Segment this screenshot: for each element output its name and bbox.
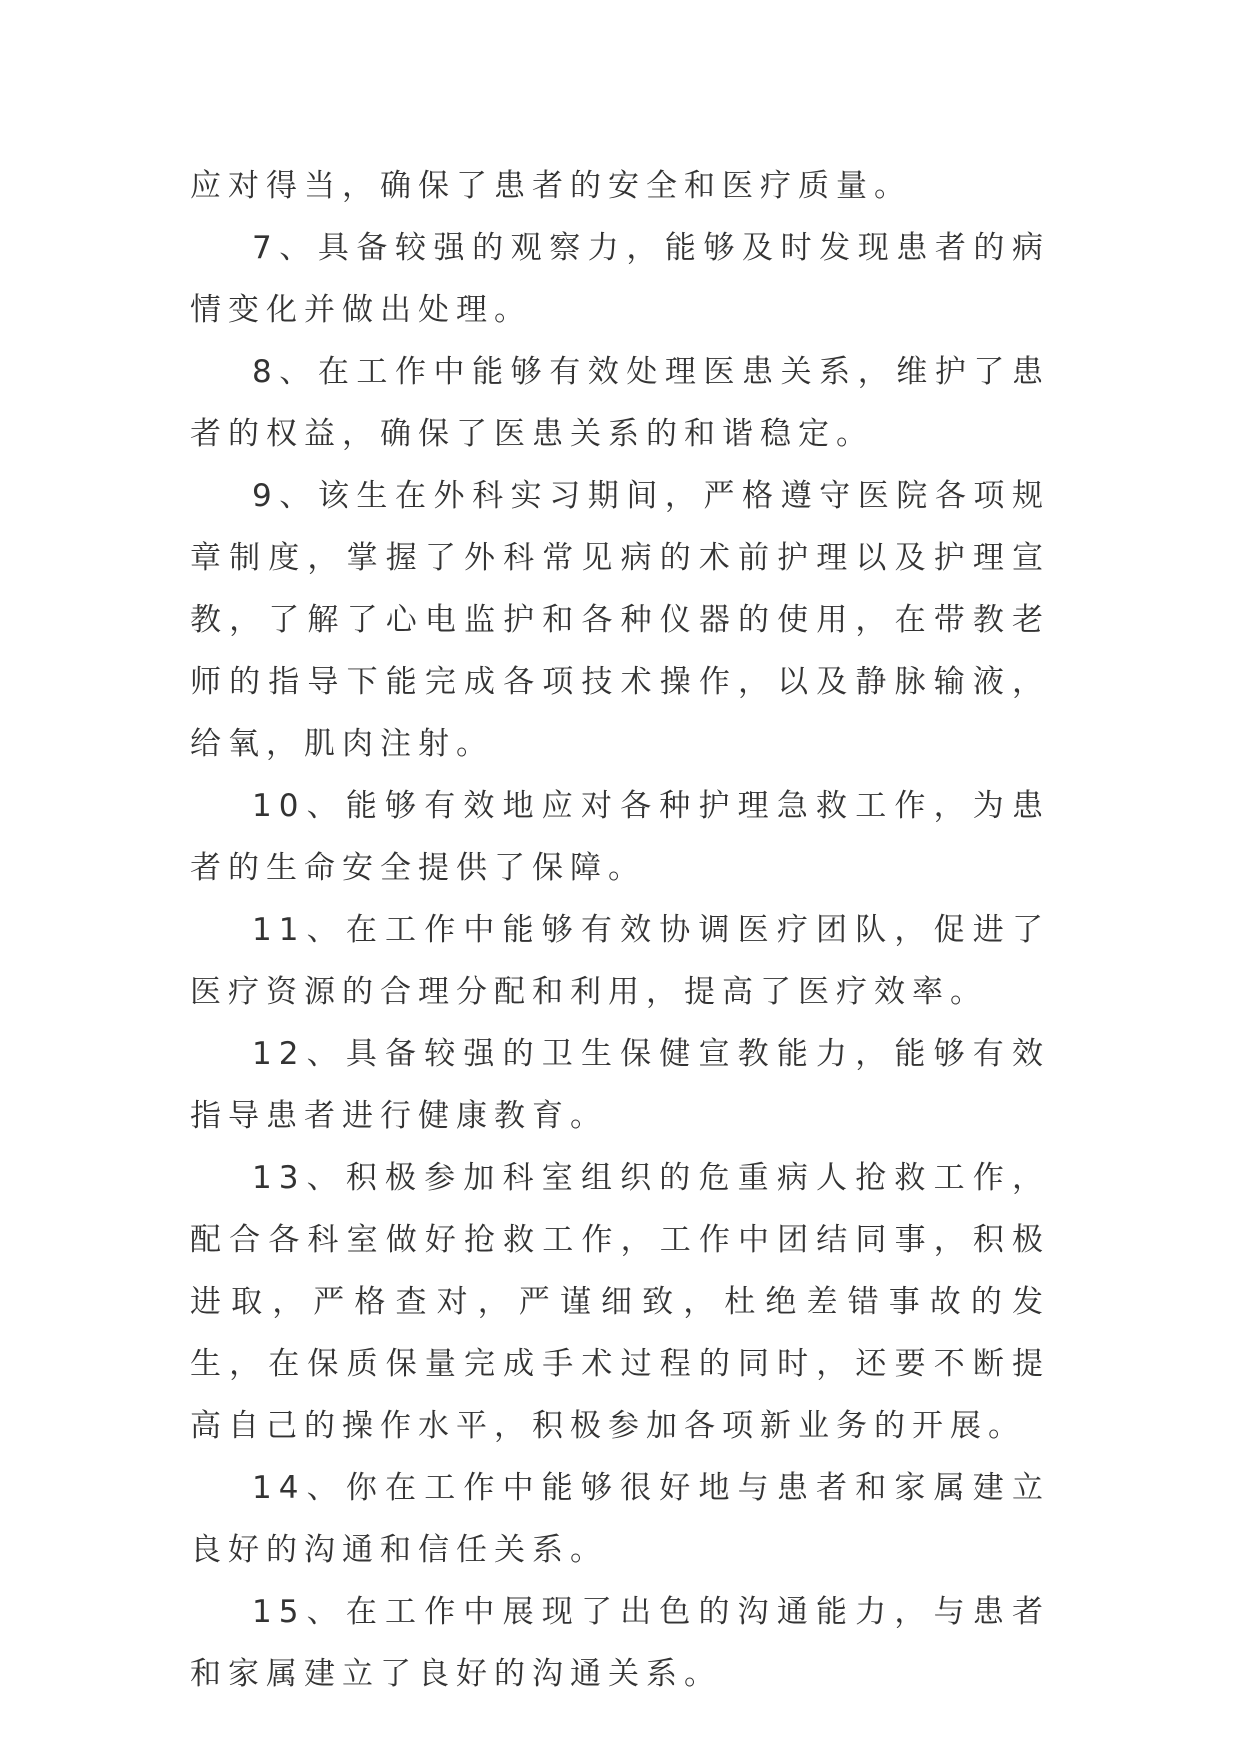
paragraph-7: 7、具备较强的观察力，能够及时发现患者的病情变化并做出处理。 — [190, 230, 1050, 328]
paragraph-12: 12、具备较强的卫生保健宣教能力，能够有效指导患者进行健康教育。 — [190, 1036, 1050, 1134]
paragraph-13: 13、积极参加科室组织的危重病人抢救工作，配合各科室做好抢救工作，工作中团结同事，积极进取，严格查对，严谨细致，杜绝差错事故的发生，在保质保量完成手术过程的同时，还要不断提高自己的操作水平，积极参加各项新业务的开展。 — [190, 1160, 1050, 1444]
paragraph-8: 8、在工作中能够有效处理医患关系，维护了患者的权益，确保了医患关系的和谐稳定。 — [190, 354, 1050, 452]
paragraph-10: 10、能够有效地应对各种护理急救工作，为患者的生命安全提供了保障。 — [190, 788, 1050, 886]
paragraph-6-continuation: 应对得当，确保了患者的安全和医疗质量。 — [190, 168, 912, 204]
paragraph-14: 14、你在工作中能够很好地与患者和家属建立良好的沟通和信任关系。 — [190, 1470, 1050, 1568]
paragraph-9: 9、该生在外科实习期间，严格遵守医院各项规章制度，掌握了外科常见病的术前护理以及护理宣教，了解了心电监护和各种仪器的使用，在带教老师的指导下能完成各项技术操作，以及静脉输液，给氧，肌肉注射。 — [190, 478, 1050, 762]
paragraph-15: 15、在工作中展现了出色的沟通能力，与患者和家属建立了良好的沟通关系。 — [190, 1594, 1050, 1692]
paragraph-11: 11、在工作中能够有效协调医疗团队，促进了医疗资源的合理分配和利用，提高了医疗效率。 — [190, 912, 1050, 1010]
document-body — [190, 155, 1050, 1705]
